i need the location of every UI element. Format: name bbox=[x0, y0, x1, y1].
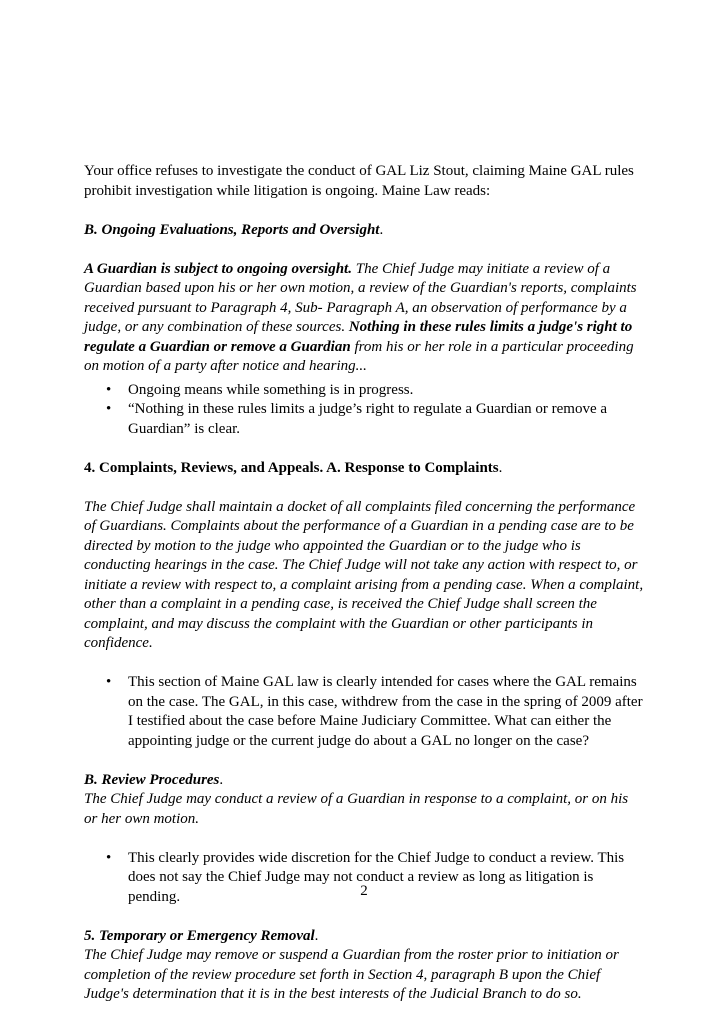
oversight-paragraph bbox=[84, 260, 644, 377]
section-4-body: The Chief Judge shall maintain a docket of all complaints filed concerning the performance of Guardians. Complaints about the performance of a Guardian in a pending case are to be directed by motion to the judge who appointed the Guardian or to the judge who is conducting hearings in the case. The Chief Judge will not take any action with respect to, or initiate a review with respect to, a complaint arising from a pending case. When a complaint, other than a complaint in a pending case, is received the Chief Judge shall screen the complaint, and may discuss the complaint with the Guardian or other participants in confidence. bbox=[84, 498, 644, 651]
bullet-icon: • bbox=[106, 401, 112, 417]
list-item-text: This clearly provides wide discretion for the Chief Judge to conduct a review. This does not say the Chief Judge may not conduct a review as long as litigation is pending. bbox=[128, 849, 625, 905]
list-item bbox=[84, 673, 644, 751]
list-item-text: This section of Maine GAL law is clearly intended for cases where the GAL remains on the case. The GAL, in this case, withdrew from the case in the spring of 2009 after I testified about the case before Maine Judiciary Committee. What can either the appointing judge or the current judge do about a GAL no longer on the case? bbox=[128, 674, 643, 749]
bullet-list-2 bbox=[84, 673, 644, 751]
list-item-text: “Nothing in these rules limits a judge’s right to regulate a Guardian or remove a Guardian” is clear. bbox=[128, 401, 608, 437]
list-item-text: Ongoing means while something is in progress. bbox=[128, 381, 414, 398]
list-item bbox=[84, 381, 644, 401]
review-heading-text: B. Review Procedures bbox=[84, 771, 220, 788]
removal-heading-text: 5. Temporary or Emergency Removal bbox=[84, 927, 315, 944]
section-b-heading-text: B. Ongoing Evaluations, Reports and Oversight bbox=[84, 221, 380, 238]
section-4-heading-text: 4. Complaints, Reviews, and Appeals. A. Response to Complaints bbox=[84, 459, 499, 476]
review-heading-period: . bbox=[219, 771, 224, 788]
removal-body: The Chief Judge may remove or suspend a Guardian from the roster prior to initiation or completion of the review procedure set forth in Section 4, paragraph B upon the Chief Judge's determination that it is in the best interests of the Judicial Branch to do so. bbox=[84, 947, 619, 1002]
oversight-text-2: from his or her role in a particular proceeding on motion of a party after notice and hearing... bbox=[84, 338, 634, 374]
bullet-icon: • bbox=[106, 381, 112, 398]
list-item bbox=[84, 400, 644, 439]
bullet-icon: • bbox=[106, 674, 112, 690]
removal-heading-period: . bbox=[314, 927, 319, 944]
oversight-text-1: The Chief Judge may initiate a review of a Guardian based upon his or her own motion, a review of the Guardian's reports, complaints received pursuant to Paragraph 4, Sub- Paragraph A, an observation of performance by a judge, or any combination of these sources. bbox=[84, 260, 637, 335]
oversight-lead: A Guardian is subject to ongoing oversight. bbox=[84, 260, 352, 277]
bullet-icon: • bbox=[106, 849, 112, 866]
section-4-heading bbox=[84, 459, 644, 479]
review-heading bbox=[84, 771, 644, 791]
intro-paragraph: Your office refuses to investigate the conduct of GAL Liz Stout, claiming Maine GAL rules prohibit investigation while litigation is ongoing. Maine Law reads: bbox=[84, 163, 634, 199]
bullet-list-1 bbox=[84, 381, 644, 440]
removal-heading bbox=[84, 927, 644, 947]
section-4-heading-period: . bbox=[498, 459, 503, 476]
review-body: The Chief Judge may conduct a review of a Guardian in response to a complaint, or on his or her own motion. bbox=[84, 791, 629, 827]
section-b-heading bbox=[84, 221, 644, 241]
oversight-bold-2: Nothing in these rules limits a judge's right to regulate a Guardian or remove a Guardian bbox=[84, 319, 633, 355]
page-number: 2 bbox=[360, 883, 368, 899]
section-b-heading-period: . bbox=[379, 221, 384, 238]
